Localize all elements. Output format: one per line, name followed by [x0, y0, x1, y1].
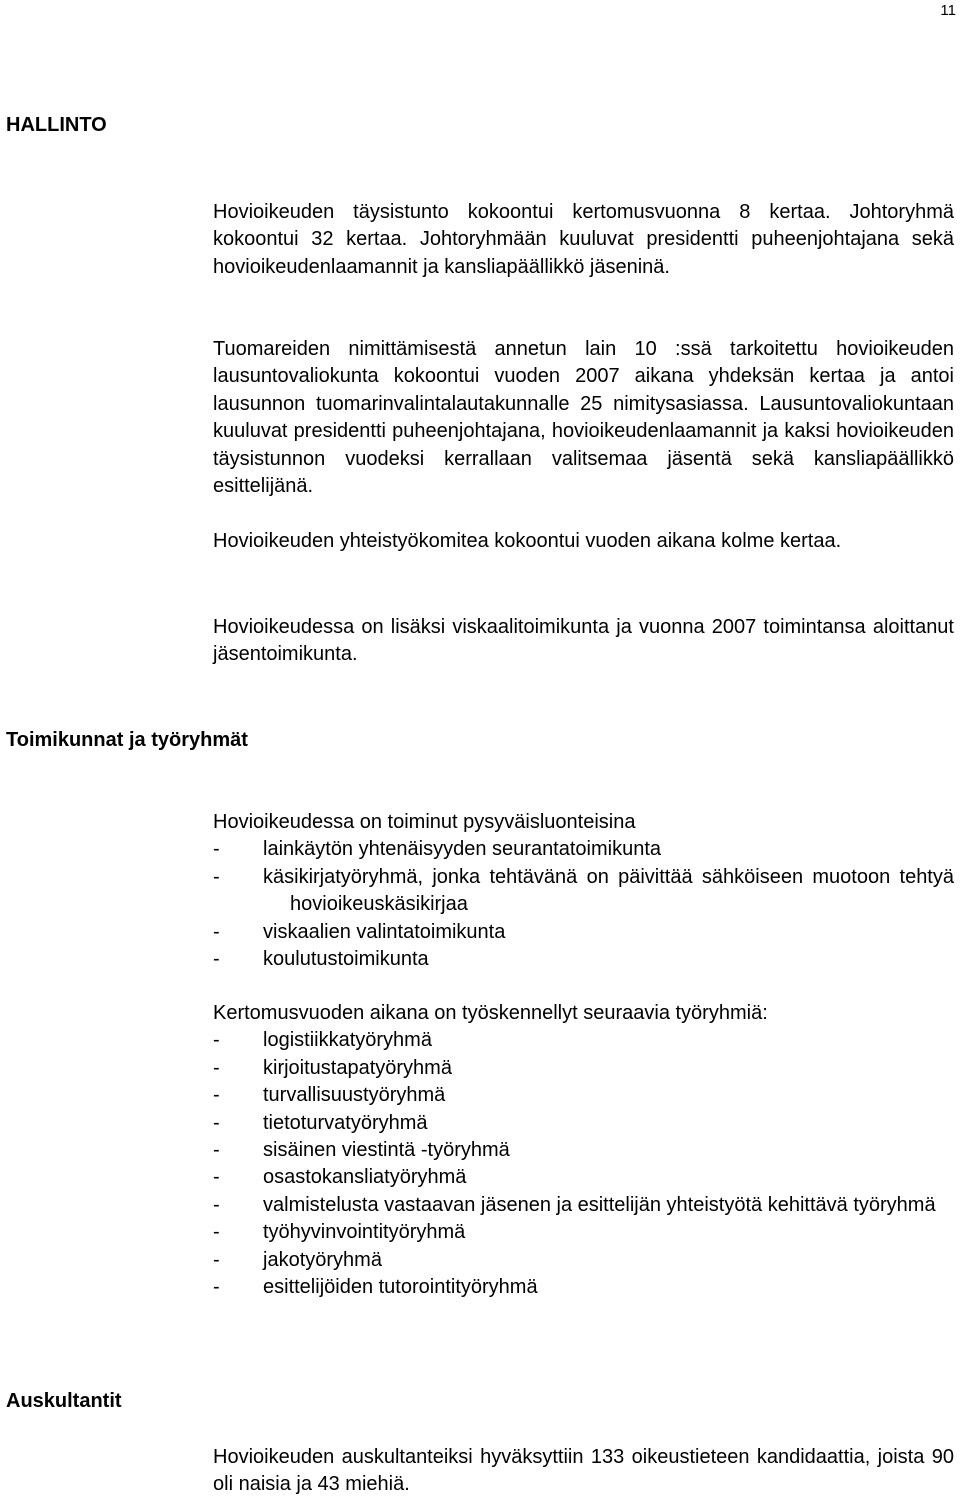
list-item: - osastokansliatyöryhmä	[213, 1164, 954, 1191]
section-heading-toimikunnat: Toimikunnat ja työryhmät	[6, 729, 248, 751]
dash-marker: -	[213, 948, 220, 971]
list-intro: Kertomusvuoden aikana on työskennellyt seuraavia työryhmiä:	[213, 1002, 768, 1024]
hallinto-paragraph-2	[213, 336, 954, 500]
list-item: - viskaalien valintatoimikunta	[213, 919, 954, 946]
dash-marker: -	[213, 838, 220, 861]
working-groups-block	[213, 1000, 954, 1301]
dash-marker: -	[213, 1166, 220, 1189]
dash-marker: -	[213, 1084, 220, 1107]
paragraph-text: Hovioikeuden auskultanteiksi hyväksyttiin 133 oikeustieteen kandidaattia, joista 90 oli naisia ja 43 miehiä.	[213, 1446, 954, 1496]
dash-marker: -	[213, 865, 220, 888]
hallinto-paragraph-1	[213, 199, 954, 281]
dash-marker: -	[213, 1029, 220, 1052]
list-item: - turvallisuustyöryhmä	[213, 1082, 954, 1109]
list-item: - työhyvinvointityöryhmä	[213, 1219, 954, 1246]
dash-marker: -	[213, 920, 220, 943]
standing-committees-list	[213, 836, 954, 973]
section-heading-hallinto: HALLINTO	[6, 114, 107, 136]
standing-committees-block	[213, 809, 954, 973]
dash-marker: -	[213, 1139, 220, 1162]
list-item: - lainkäytön yhtenäisyyden seurantatoimikunta	[213, 836, 954, 863]
list-item: - käsikirjatyöryhmä, jonka tehtävänä on päivittää sähköiseen muotoon tehtyä hovioikeuskäsikirjaa	[213, 865, 954, 916]
auskultantit-paragraph	[213, 1444, 954, 1499]
page-number: 11	[940, 2, 956, 19]
dash-marker: -	[213, 1221, 220, 1244]
list-item: - kirjoitustapatyöryhmä	[213, 1055, 954, 1082]
section-heading-auskultantit: Auskultantit	[6, 1390, 122, 1412]
working-groups-list	[213, 1027, 954, 1301]
paragraph-text: Tuomareiden nimittämisestä annetun lain 10 :ssä tarkoitettu hovioikeuden lausuntovaliokunta kokoontui vuoden 2007 aikana yhdeksän kertaa ja antoi lausunnon tuomarinvalintalautakunnalle 25 nimitysasiassa. Lausuntovaliokuntaan kuuluvat presidentti puheenjohtajana, hovioikeudenlaamannit ja kaksi hovioikeuden täysistunnon vuodeksi kerrallaan valitsemaa jäsentä sekä kansliapäällikkö esittelijänä.	[213, 338, 954, 498]
list-item: - esittelijöiden tutorointityöryhmä	[213, 1274, 954, 1301]
list-intro: Hovioikeudessa on toiminut pysyväisluonteisina	[213, 811, 636, 833]
list-item: - logistiikkatyöryhmä	[213, 1027, 954, 1054]
dash-marker: -	[213, 1056, 220, 1079]
list-item: - koulutustoimikunta	[213, 946, 954, 973]
list-item: - valmistelusta vastaavan jäsenen ja esittelijän yhteistyötä kehittävä työryhmä	[213, 1192, 954, 1219]
list-item: - jakotyöryhmä	[213, 1247, 954, 1274]
dash-marker: -	[213, 1111, 220, 1134]
paragraph-text: Hovioikeudessa on lisäksi viskaalitoimikunta ja vuonna 2007 toimintansa aloittanut jäsentoimikunta.	[213, 616, 954, 666]
paragraph-text: Hovioikeuden yhteistyökomitea kokoontui vuoden aikana kolme kertaa.	[213, 530, 842, 552]
hallinto-paragraph-4	[213, 614, 954, 669]
dash-marker: -	[213, 1193, 220, 1216]
list-item: - tietoturvatyöryhmä	[213, 1110, 954, 1137]
dash-marker: -	[213, 1248, 220, 1271]
dash-marker: -	[213, 1276, 220, 1299]
paragraph-text: Hovioikeuden täysistunto kokoontui kertomusvuonna 8 kertaa. Johtoryhmä kokoontui 32 kertaa. Johtoryhmään kuuluvat presidentti puheenjohtajana sekä hovioikeudenlaamannit ja kansliapäällikkö jäseninä.	[213, 201, 954, 278]
list-item: - sisäinen viestintä -työryhmä	[213, 1137, 954, 1164]
hallinto-paragraph-3	[213, 528, 954, 555]
